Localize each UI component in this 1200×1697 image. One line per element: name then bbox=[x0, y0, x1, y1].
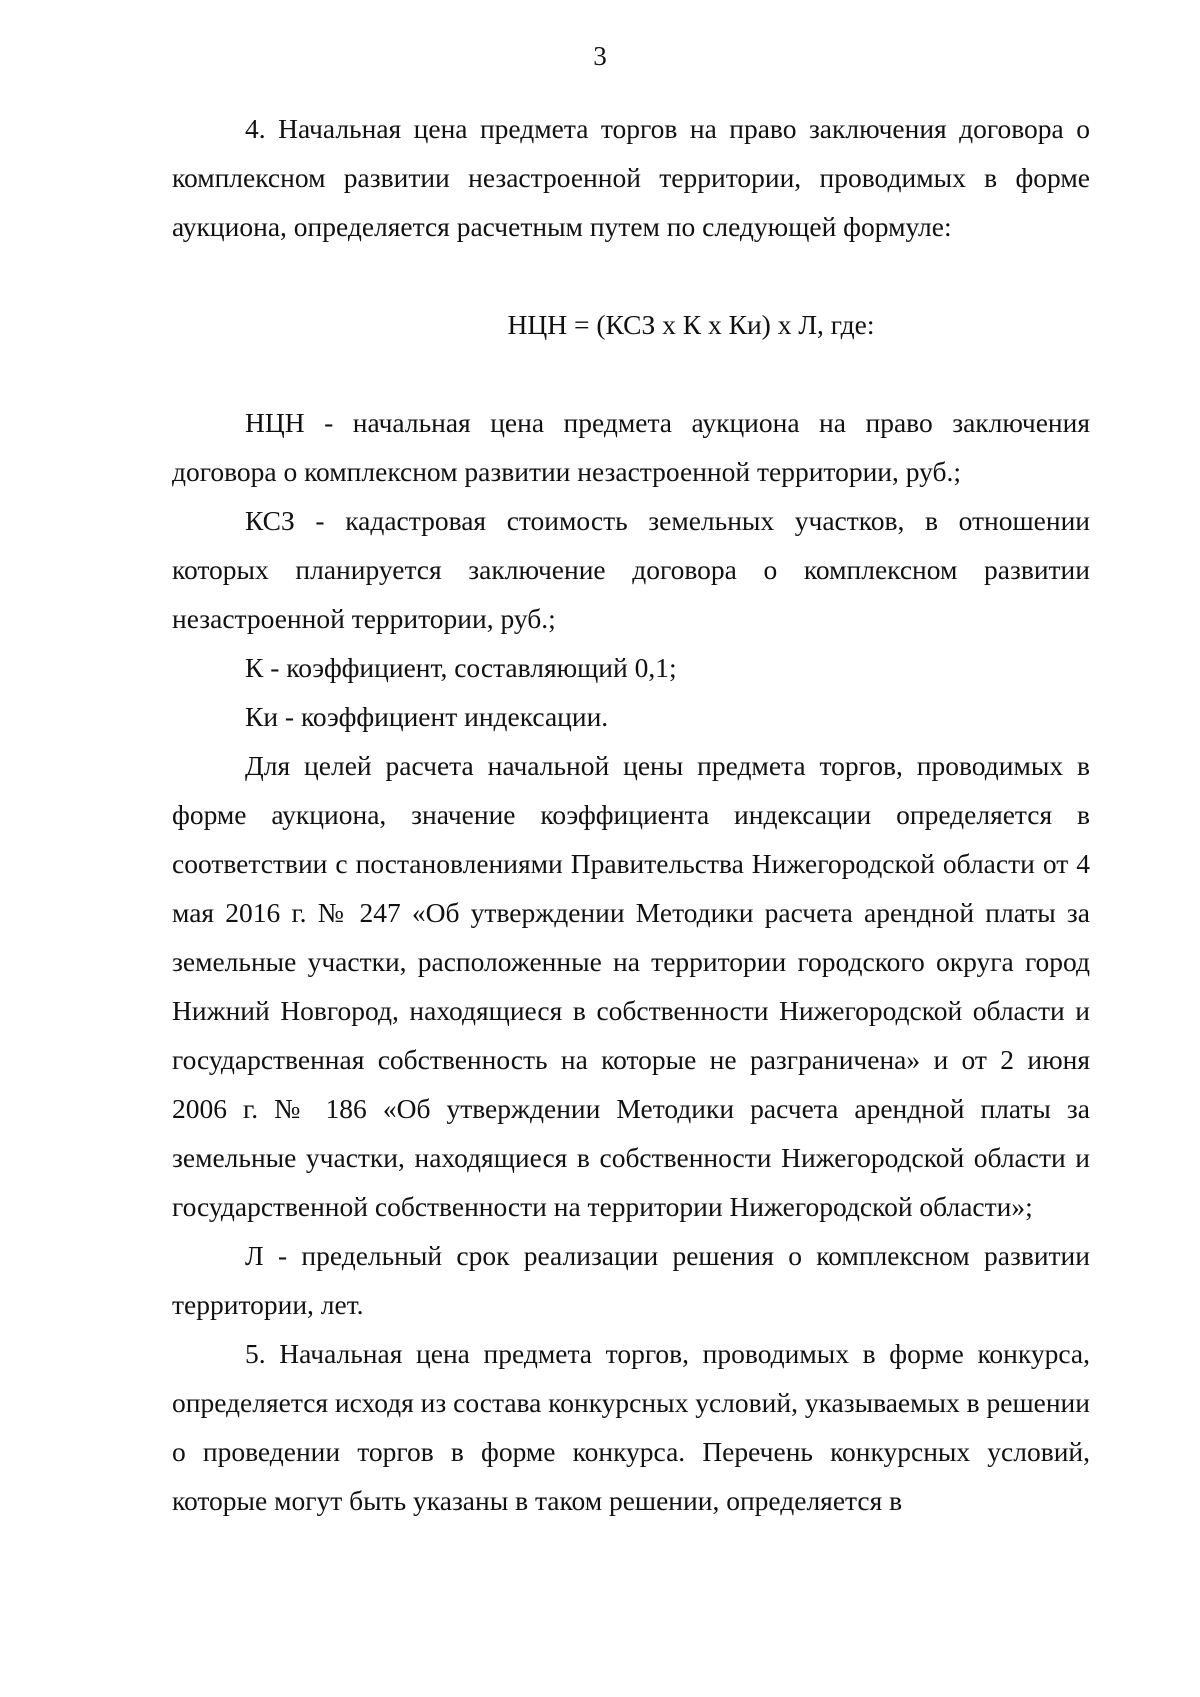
definition-l: Л - предельный срок реализации решения о комплексном развитии территории, лет. bbox=[172, 1240, 1090, 1320]
definition-ki: Ки - коэффициент индексации. bbox=[245, 701, 609, 732]
document-body bbox=[172, 104, 1090, 1525]
paragraph-4: 4. Начальная цена предмета торгов на право заключения договора о комплексном развитии незастроенной территории, проводимых в форме аукциона, определяется расчетным путем по следующей формуле: bbox=[172, 113, 1090, 242]
formula-block bbox=[172, 251, 1090, 398]
definition-ncn: НЦН - начальная цена предмета аукциона на право заключения договора о комплексном развитии незастроенной территории, руб.; bbox=[172, 407, 1090, 487]
paragraph-5: 5. Начальная цена предмета торгов, проводимых в форме конкурса, определяется исходя из состава конкурсных условий, указываемых в решении о проведении торгов в форме конкурса. Перечень конкурсных условий, которые могут быть указаны в таком решении, определяется в bbox=[172, 1338, 1090, 1516]
definition-k: К - коэффициент, составляющий 0,1; bbox=[245, 652, 677, 683]
page-number: 3 bbox=[593, 41, 607, 71]
definition-ksz: КСЗ - кадастровая стоимость земельных участков, в отношении которых планируется заключение договора о комплексном развитии незастроенной территории, руб.; bbox=[172, 505, 1090, 634]
indexation-note: Для целей расчета начальной цены предмета торгов, проводимых в форме аукциона, значение коэффициента индексации определяется в соответствии с постановлениями Правительства Нижегородской области от 4 мая 2016 г. № 247 «Об утверждении Методики расчета арендной платы за земельные участки, расположенные на территории городского округа город Нижний Новгород, находящиеся в собственности Нижегородской области и государственная собственность на которые не разграничена» и от 2 июня 2006 г. № 186 «Об утверждении Методики расчета арендной платы за земельные участки, находящиеся в собственности Нижегородской области и государственной собственности на территории Нижегородской области»; bbox=[172, 750, 1090, 1222]
formula: НЦН = (КСЗ х К х Ки) х Л, где: bbox=[507, 309, 875, 340]
